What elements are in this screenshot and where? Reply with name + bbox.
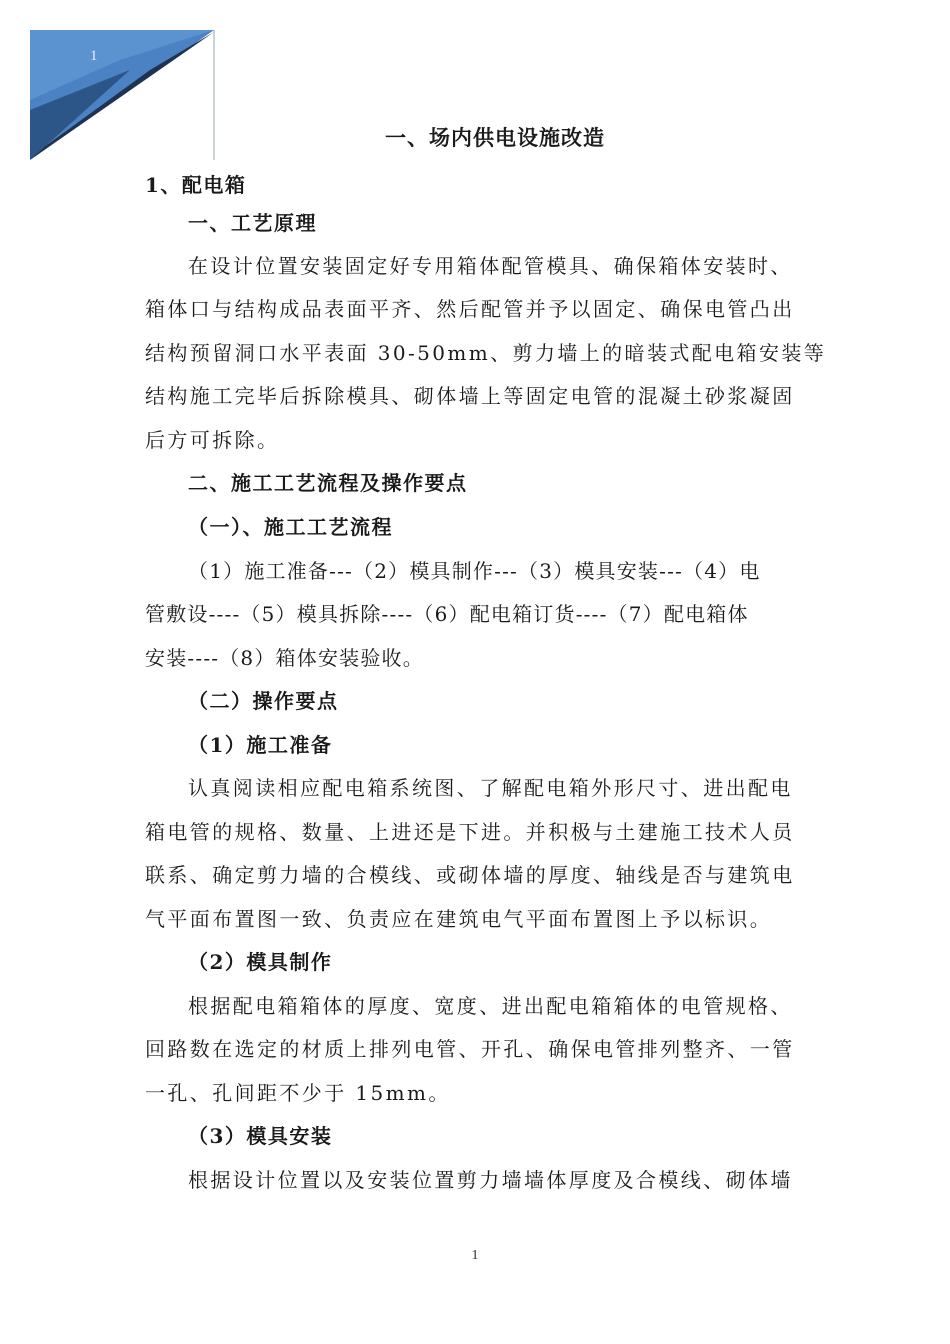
paragraph-line: 根据设计位置以及安装位置剪力墙墙体厚度及合模线、砌体墙 <box>188 1168 793 1192</box>
paragraph-line: 箱电管的规格、数量、上进还是下进。并积极与土建施工技术人员 <box>145 820 795 844</box>
paragraph-line: 在设计位置安装固定好专用箱体配管模具、确保箱体安装时、 <box>188 254 793 278</box>
heading-mold: （2）模具制作 <box>188 950 333 974</box>
paragraph-line: （1）施工准备---（2）模具制作---（3）模具安装---（4）电 <box>188 559 761 583</box>
paragraph-line: 安装----（8）箱体安装验收。 <box>145 646 424 670</box>
paragraph-line: 气平面布置图一致、负责应在建筑电气平面布置图上予以标识。 <box>145 907 773 931</box>
paragraph-line: 根据配电箱箱体的厚度、宽度、进出配电箱箱体的电管规格、 <box>188 994 793 1018</box>
paragraph-line: 后方可拆除。 <box>145 428 280 452</box>
page-number: 1 <box>471 1248 479 1263</box>
heading-points: （二）操作要点 <box>188 689 339 713</box>
paragraph-line: 管敷设----（5）模具拆除----（6）配电箱订货----（7）配电箱体 <box>145 602 749 626</box>
heading-principle: 一、工艺原理 <box>188 211 317 235</box>
corner-page-badge: 1 <box>90 48 98 64</box>
heading-install: （3）模具安装 <box>188 1124 333 1148</box>
corner-decoration <box>0 0 240 180</box>
document-title: 一、场内供电设施改造 <box>385 125 605 150</box>
paragraph-line: 认真阅读相应配电箱系统图、了解配电箱外形尺寸、进出配电 <box>188 776 793 800</box>
paragraph-line: 箱体口与结构成品表面平齐、然后配管并予以固定、确保电管凸出 <box>145 297 795 321</box>
heading-flow-sub: （一）、施工工艺流程 <box>188 515 393 539</box>
paragraph-line: 结构施工完毕后拆除模具、砌体墙上等固定电管的混凝土砂浆凝固 <box>145 384 795 408</box>
heading-flow: 二、施工工艺流程及操作要点 <box>188 471 468 495</box>
heading-prep: （1）施工准备 <box>188 733 333 757</box>
paragraph-line: 结构预留洞口水平表面 30-50mm、剪力墙上的暗装式配电箱安装等 <box>145 341 827 365</box>
paragraph-line: 联系、确定剪力墙的合模线、或砌体墙的厚度、轴线是否与建筑电 <box>145 863 795 887</box>
paragraph-line: 一孔、孔间距不少于 15mm。 <box>145 1081 451 1105</box>
section-heading: 1、配电箱 <box>145 173 247 197</box>
paragraph-line: 回路数在选定的材质上排列电管、开孔、确保电管排列整齐、一管 <box>145 1037 795 1061</box>
